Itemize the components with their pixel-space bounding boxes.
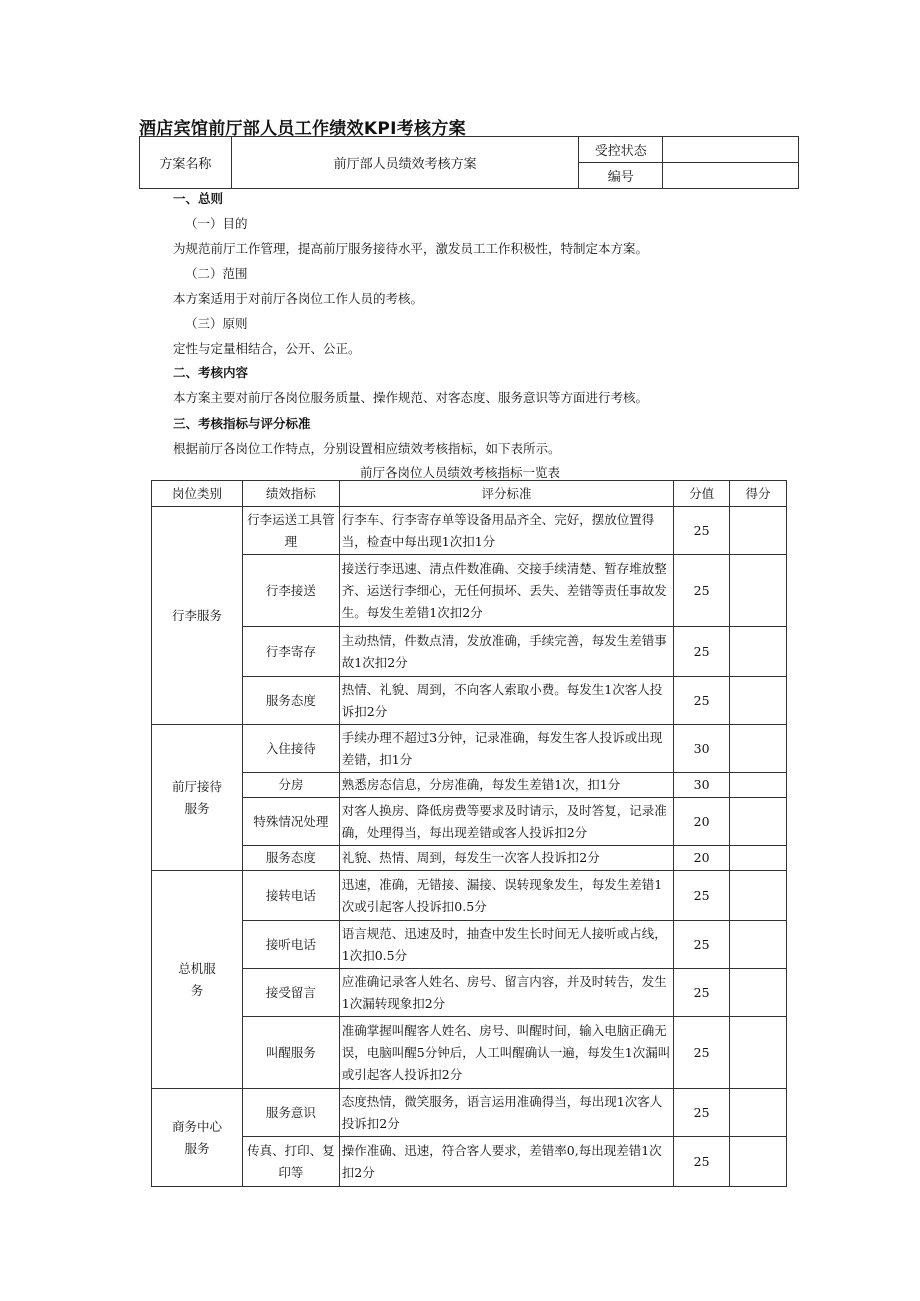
number-value [663,163,799,189]
table-caption: 前厅各岗位人员绩效考核指标一览表 [359,465,560,480]
criteria-cell: 准确掌握叫醒客人姓名、房号、叫醒时间，输入电脑正确无误，电脑叫醒5分钟后，人工叫醒确认一遍，每发生1次漏叫或引起客人投诉扣2分 [339,1017,673,1089]
table-row [152,846,787,871]
result-cell [730,507,787,555]
criteria-cell: 态度热情，微笑服务，语言运用准确得当，每出现1次客人投诉扣2分 [339,1089,673,1137]
section-2-heading: 二、考核内容 [173,365,249,380]
score-cell: 20 [674,846,730,871]
result-cell [730,921,787,969]
score-cell: 25 [674,921,730,969]
section-1-1-text: 为规范前厅工作管理，提高前厅服务接待水平，激发员工工作积极性，特制定本方案。 [173,241,649,256]
table-row [152,969,787,1017]
result-cell [730,555,787,627]
result-cell [730,846,787,871]
col-header-result: 得分 [730,481,787,507]
section-1-2-text: 本方案适用于对前厅各岗位工作人员的考核。 [173,291,424,306]
result-cell [730,627,787,677]
result-cell [730,798,787,846]
criteria-cell: 手续办理不超过3分钟，记录准确，每发生客人投诉或出现差错，扣1分 [339,725,673,773]
category-cell: 前厅接待服务 [152,725,243,871]
score-cell: 25 [674,627,730,677]
result-cell [730,1089,787,1137]
table-row [152,921,787,969]
section-3-text: 根据前厅各岗位工作特点，分别设置相应绩效考核指标，如下表所示。 [173,441,561,456]
score-cell: 25 [674,555,730,627]
score-cell: 25 [674,1017,730,1089]
indicator-cell: 分房 [242,773,339,798]
table-row [152,1089,787,1137]
criteria-cell: 主动热情，件数点清，发放准确，手续完善，每发生差错事故1次扣2分 [339,627,673,677]
table-row [152,507,787,555]
indicator-cell: 传真、打印、复印等 [242,1137,339,1187]
category-cell: 行李服务 [152,507,243,725]
indicator-cell: 服务意识 [242,1089,339,1137]
plan-header-table [139,136,799,189]
table-row [152,555,787,627]
section-3-heading: 三、考核指标与评分标准 [173,416,311,431]
indicator-cell: 入住接待 [242,725,339,773]
indicator-cell: 接听电话 [242,921,339,969]
section-1-3-heading: （三）原则 [185,316,248,331]
criteria-cell: 操作准确、迅速，符合客人要求，差错率0,每出现差错1次扣2分 [339,1137,673,1187]
criteria-cell: 对客人换房、降低房费等要求及时请示，及时答复，记录准确，处理得当，每出现差错或客人投诉扣2分 [339,798,673,846]
score-cell: 20 [674,798,730,846]
result-cell [730,871,787,921]
indicator-cell: 服务态度 [242,677,339,725]
indicator-cell: 接转电话 [242,871,339,921]
category-cell: 总机服务 [152,871,243,1089]
criteria-cell: 热情、礼貌、周到，不向客人索取小费。每发生1次客人投诉扣2分 [339,677,673,725]
control-status-value [663,137,799,163]
indicator-cell: 服务态度 [242,846,339,871]
indicator-cell: 特殊情况处理 [242,798,339,846]
table-row [152,677,787,725]
plan-name-label: 方案名称 [140,137,232,189]
score-cell: 30 [674,773,730,798]
result-cell [730,969,787,1017]
table-row [152,725,787,773]
section-2-text: 本方案主要对前厅各岗位服务质量、操作规范、对客态度、服务意识等方面进行考核。 [173,390,649,405]
number-label: 编号 [579,163,663,189]
table-row [152,1017,787,1089]
criteria-cell: 语言规范、迅速及时，抽查中发生长时间无人接听或占线，1次扣0.5分 [339,921,673,969]
criteria-cell: 礼貌、热情、周到，每发生一次客人投诉扣2分 [339,846,673,871]
score-cell: 25 [674,677,730,725]
result-cell [730,1137,787,1187]
score-cell: 25 [674,507,730,555]
indicator-cell: 行李接送 [242,555,339,627]
score-cell: 30 [674,725,730,773]
plan-name-value: 前厅部人员绩效考核方案 [231,137,578,189]
col-header-criteria: 评分标准 [339,481,673,507]
criteria-cell: 熟悉房态信息，分房准确，每发生差错1次，扣1分 [339,773,673,798]
indicator-cell: 接受留言 [242,969,339,1017]
result-cell [730,773,787,798]
col-header-indicator: 绩效指标 [242,481,339,507]
criteria-cell: 行李车、行李寄存单等设备用品齐全、完好，摆放位置得当，检查中每出现1次扣1分 [339,507,673,555]
indicator-cell: 叫醒服务 [242,1017,339,1089]
indicator-cell: 行李运送工具管理 [242,507,339,555]
score-cell: 25 [674,969,730,1017]
section-1-heading: 一、总则 [173,191,224,206]
table-row [152,871,787,921]
criteria-cell: 应准确记录客人姓名、房号、留言内容，并及时转告，发生1次漏转现象扣2分 [339,969,673,1017]
section-1-2-heading: （二）范围 [185,266,248,281]
col-header-score: 分值 [674,481,730,507]
criteria-cell: 接送行李迅速、清点件数准确、交接手续清楚、暂存堆放整齐、运送行李细心，无任何损坏、丢失、差错等责任事故发生。每发生差错1次扣2分 [339,555,673,627]
criteria-cell: 迅速，准确，无错接、漏接、误转现象发生，每发生差错1次或引起客人投诉扣0.5分 [339,871,673,921]
document-title: 酒店宾馆前厅部人员工作绩效KPI考核方案 [139,119,466,139]
table-row [152,627,787,677]
section-1-1-heading: （一）目的 [185,216,248,231]
score-cell: 25 [674,871,730,921]
score-cell: 25 [674,1089,730,1137]
result-cell [730,1017,787,1089]
section-1-3-text: 定性与定量相结合，公开、公正。 [173,341,361,356]
table-row [152,773,787,798]
kpi-header-row [152,481,787,507]
control-status-label: 受控状态 [579,137,663,163]
col-header-category: 岗位类别 [152,481,243,507]
table-row [152,798,787,846]
table-row [152,1137,787,1187]
result-cell [730,725,787,773]
kpi-table [151,480,787,1187]
indicator-cell: 行李寄存 [242,627,339,677]
category-cell: 商务中心服务 [152,1089,243,1187]
score-cell: 25 [674,1137,730,1187]
result-cell [730,677,787,725]
